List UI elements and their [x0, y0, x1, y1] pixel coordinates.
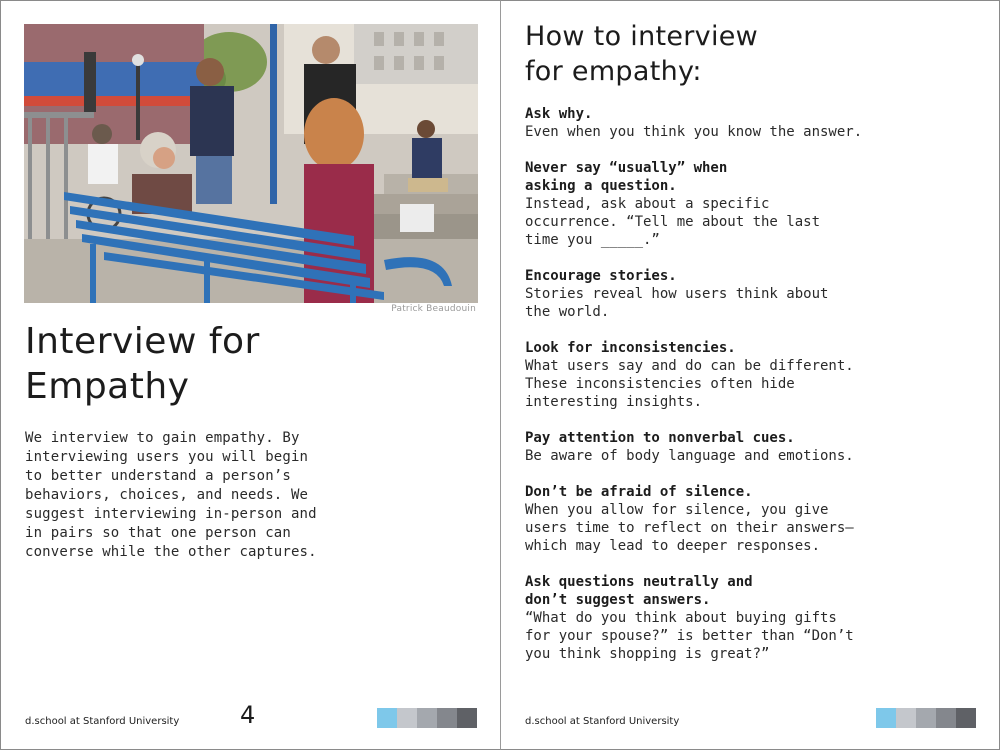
tip-item [525, 105, 985, 141]
footer-brand: d.school at Stanford University [25, 716, 180, 727]
tip-item [525, 573, 985, 663]
swatch [896, 708, 916, 728]
color-swatches [876, 708, 976, 728]
tip-body: Instead, ask about a specific occurrence. “Tell me about the last time you _____.” [525, 196, 821, 248]
photo-credit: Patrick Beaudouin [391, 304, 476, 314]
swatch [397, 708, 417, 728]
tip-heading: Don’t be afraid of silence. [525, 484, 753, 500]
tip-heading: Encourage stories. [525, 268, 677, 284]
color-swatches [377, 708, 477, 728]
interview-photo [24, 24, 478, 303]
tip-body: “What do you think about buying gifts for your spouse?” is better than “Don’t you think shopping is great?” [525, 610, 854, 662]
swatch [956, 708, 976, 728]
page-title: Interview for Empathy [25, 321, 260, 407]
swatch [417, 708, 437, 728]
section-title: How to interview for empathy: [525, 21, 759, 87]
tip-heading: Ask why. [525, 106, 593, 122]
swatch [377, 708, 397, 728]
intro-paragraph: We interview to gain empathy. By interviewing users you will begin to better understand a person’s behaviors, choices, and needs. We suggest interviewing in-person and in pairs so that one person can converse while the other captures. [25, 430, 317, 560]
tip-heading: Look for inconsistencies. [525, 340, 736, 356]
tip-body: Stories reveal how users think about the world. [525, 286, 829, 320]
swatch [916, 708, 936, 728]
tip-item [525, 339, 985, 411]
swatch [876, 708, 896, 728]
tip-item [525, 429, 985, 465]
tip-item [525, 267, 985, 321]
tip-heading: Never say “usually” when asking a question. [525, 160, 728, 194]
swatch [457, 708, 477, 728]
tip-body: Even when you think you know the answer. [525, 124, 863, 140]
footer-brand: d.school at Stanford University [525, 716, 680, 727]
tip-item [525, 159, 985, 249]
tip-body: Be aware of body language and emotions. [525, 448, 854, 464]
swatch [936, 708, 956, 728]
tip-body: When you allow for silence, you give users time to reflect on their answers— which may lead to deeper responses. [525, 502, 854, 554]
tip-item [525, 483, 985, 555]
tip-body: What users say and do can be different. These inconsistencies often hide interesting insights. [525, 358, 854, 410]
tips-list [525, 105, 985, 681]
tip-heading: Ask questions neutrally and don’t suggest answers. [525, 574, 753, 608]
swatch [437, 708, 457, 728]
right-page [500, 0, 1000, 750]
tip-heading: Pay attention to nonverbal cues. [525, 430, 795, 446]
page-number: 4 [240, 701, 256, 729]
